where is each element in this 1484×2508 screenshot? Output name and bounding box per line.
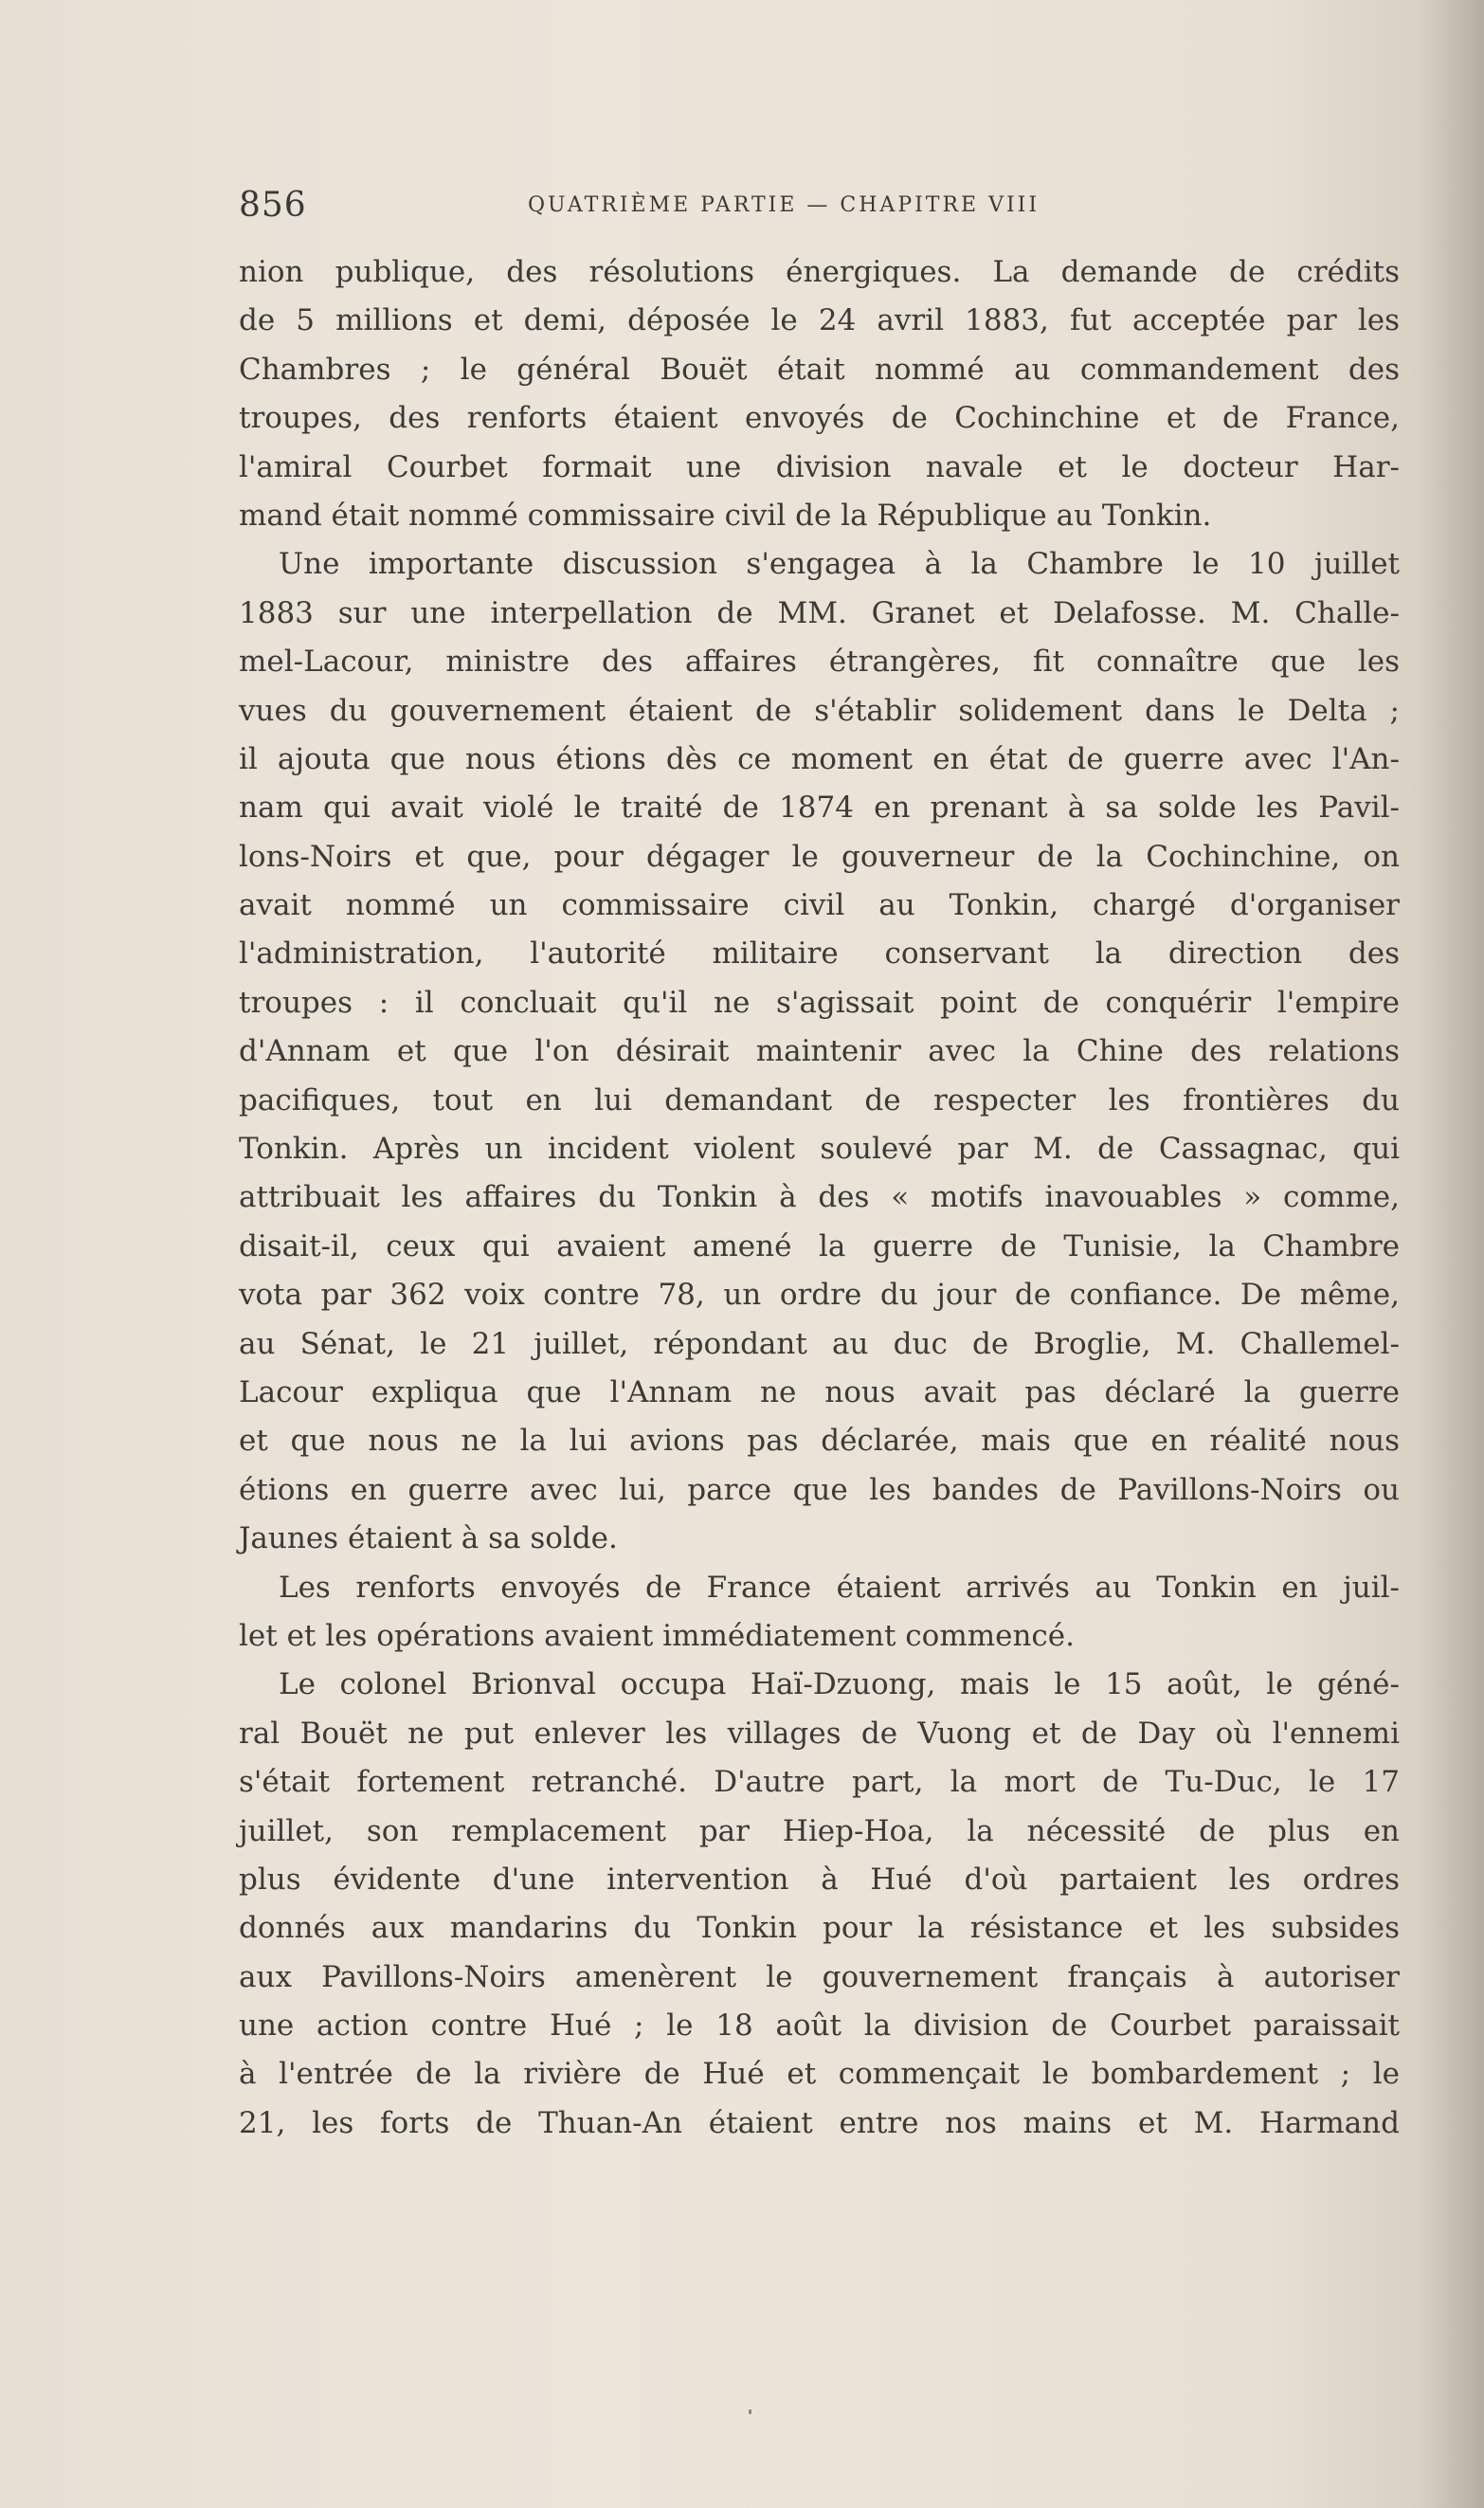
text-line: vues du gouvernement étaient de s'établir solidement dans le Delta ; xyxy=(239,693,1400,728)
text-line: 1883 sur une interpellation de MM. Granet et Delafosse. M. Challe- xyxy=(239,595,1400,630)
text-line: mand était nommé commissaire civil de la République au Tonkin. xyxy=(239,498,1212,533)
text-line: juillet, son remplacement par Hiep-Hoa, la nécessité de plus en xyxy=(239,1813,1400,1848)
page-number: 856 xyxy=(239,186,307,225)
text-line: l'amiral Courbet formait une division navale et le docteur Har- xyxy=(239,449,1400,484)
text-line: au Sénat, le 21 juillet, répondant au duc de Broglie, M. Challemel- xyxy=(239,1326,1400,1361)
text-line: Jaunes étaient à sa solde. xyxy=(239,1521,618,1556)
text-line: s'était fortement retranché. D'autre part, la mort de Tu-Duc, le 17 xyxy=(239,1765,1400,1800)
running-head: QUATRIÈME PARTIE — CHAPITRE VIII xyxy=(528,193,1041,217)
text-line: l'administration, l'autorité militaire conservant la direction des xyxy=(239,936,1400,972)
text-line: disait-il, ceux qui avaient amené la guerre de Tunisie, la Chambre xyxy=(239,1228,1400,1263)
text-line: nam qui avait violé le traité de 1874 en prenant à sa solde les Pavil- xyxy=(239,791,1400,826)
text-line: avait nommé un commissaire civil au Tonkin, chargé d'organiser xyxy=(239,888,1400,923)
body-text xyxy=(239,248,1400,2148)
text-line: plus évidente d'une intervention à Hué d'où partaient les ordres xyxy=(239,1862,1400,1897)
text-line: Une importante discussion s'engagea à la Chambre le 10 juillet xyxy=(279,547,1400,582)
text-line: donnés aux mandarins du Tonkin pour la résistance et les subsides xyxy=(239,1911,1400,1946)
text-line: Le colonel Brionval occupa Haï-Dzuong, mais le 15 août, le géné- xyxy=(279,1667,1400,1702)
text-line: aux Pavillons-Noirs amenèrent le gouvernement français à autoriser xyxy=(239,1959,1400,1994)
text-line: let et les opérations avaient immédiatement commencé. xyxy=(239,1618,1075,1653)
text-line: Lacour expliqua que l'Annam ne nous avait pas déclaré la guerre xyxy=(239,1374,1400,1409)
text-line: de 5 millions et demi, déposée le 24 avril 1883, fut acceptée par les xyxy=(239,303,1400,338)
text-line: vota par 362 voix contre 78, un ordre du jour de confiance. De même, xyxy=(239,1278,1400,1313)
text-line: troupes, des renforts étaient envoyés de Cochinchine et de France, xyxy=(239,401,1400,436)
text-line: il ajouta que nous étions dès ce moment en état de guerre avec l'An- xyxy=(239,741,1400,776)
text-line: lons-Noirs et que, pour dégager le gouverneur de la Cochinchine, on xyxy=(239,839,1400,874)
text-line: à l'entrée de la rivière de Hué et commençait le bombardement ; le xyxy=(239,2057,1400,2092)
text-line: d'Annam et que l'on désirait maintenir avec la Chine des relations xyxy=(239,1034,1400,1069)
text-line: une action contre Hué ; le 18 août la division de Courbet paraissait xyxy=(239,2008,1400,2044)
text-line: mel-Lacour, ministre des affaires étrangères, fit connaître que les xyxy=(239,645,1400,680)
text-line: troupes : il concluait qu'il ne s'agissait point de conquérir l'empire xyxy=(239,985,1400,1020)
text-line: Chambres ; le général Bouët était nommé au commandement des xyxy=(239,352,1400,387)
text-line: étions en guerre avec lui, parce que les bandes de Pavillons-Noirs ou xyxy=(239,1472,1400,1507)
page-header xyxy=(239,186,1400,243)
text-line: pacifiques, tout en lui demandant de respecter les frontières du xyxy=(239,1082,1400,1118)
text-line: attribuait les affaires du Tonkin à des « motifs inavouables » comme, xyxy=(239,1180,1400,1215)
text-line: et que nous ne la lui avions pas déclarée, mais que en réalité nous xyxy=(239,1424,1400,1459)
paper-speck xyxy=(749,2409,751,2414)
text-line: Les renforts envoyés de France étaient arrivés au Tonkin en juil- xyxy=(279,1570,1400,1605)
text-line: Tonkin. Après un incident violent soulevé par M. de Cassagnac, qui xyxy=(239,1132,1400,1167)
binding-shadow xyxy=(1418,0,1484,2508)
text-line: ral Bouët ne put enlever les villages de Vuong et de Day où l'ennemi xyxy=(239,1716,1400,1751)
text-line: nion publique, des résolutions énergiques. La demande de crédits xyxy=(239,255,1400,289)
text-line: 21, les forts de Thuan-An étaient entre nos mains et M. Harmand xyxy=(239,2105,1400,2140)
